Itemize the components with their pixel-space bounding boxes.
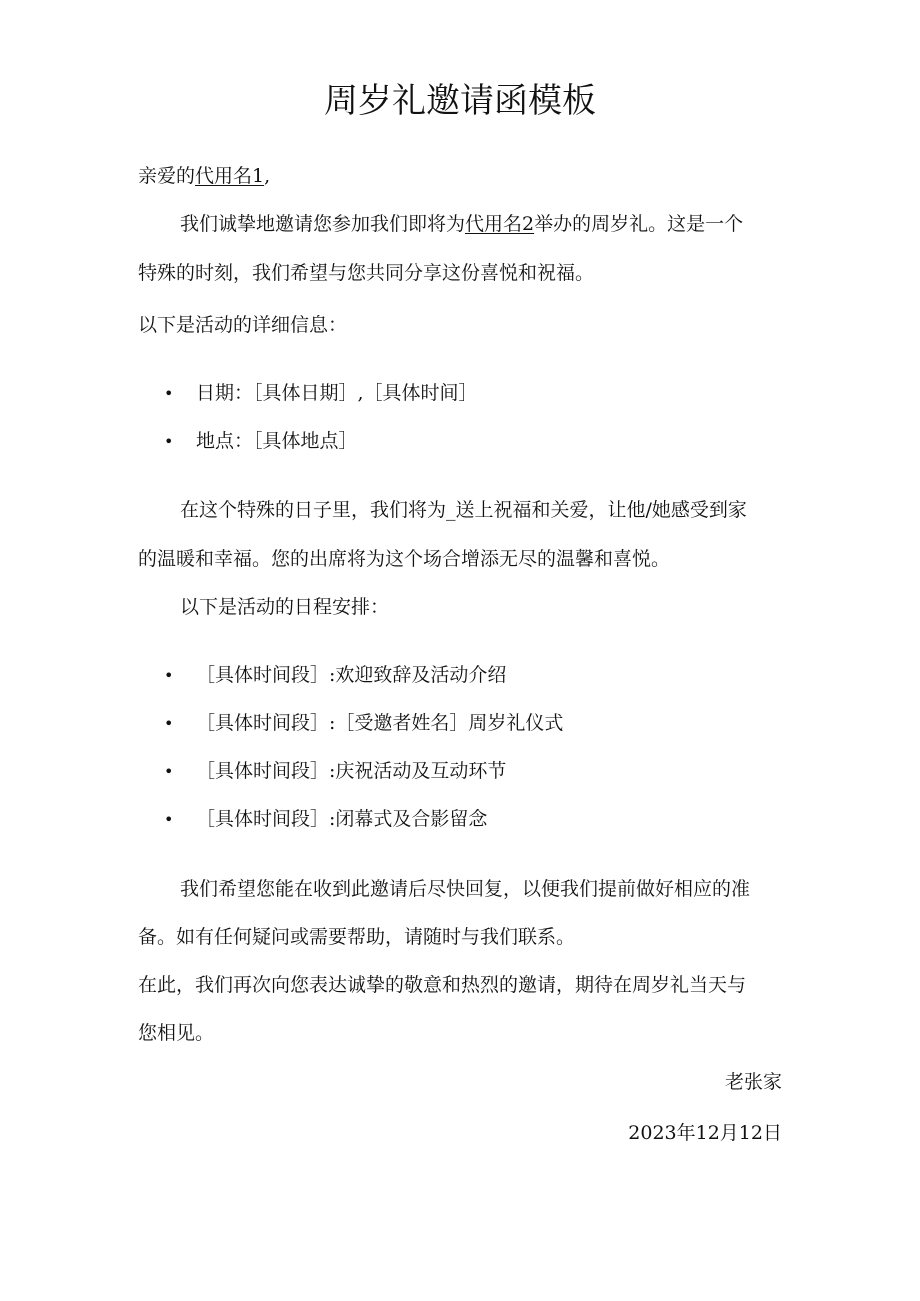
blessing-line-1: 在这个特殊的日子里，我们将为_送上祝福和关爱，让他/她感受到家 [180, 499, 747, 521]
closing-line-2: 您相见。 [138, 1022, 215, 1044]
detail-item-date: 日期：［具体日期］,［具体时间］ [196, 382, 478, 404]
bullet-icon: • [164, 810, 174, 829]
schedule-item: ［具体时间段］:欢迎致辞及活动介绍 [196, 664, 507, 686]
letter-date: 2023年12月12日 [628, 1122, 782, 1144]
greeting-suffix: , [264, 165, 271, 187]
greeting-prefix: 亲爱的 [138, 165, 196, 187]
bullet-icon: • [164, 666, 174, 685]
bullet-icon: • [164, 384, 174, 403]
schedule-item: ［具体时间段］:庆祝活动及互动环节 [196, 760, 507, 782]
intro-line-2: 特殊的时刻，我们希望与您共同分享这份喜悦和祝福。 [138, 262, 595, 284]
page-title: 周岁礼邀请函模板 [324, 81, 596, 121]
bullet-icon: • [164, 762, 174, 781]
details-heading: 以下是活动的详细信息： [138, 314, 348, 336]
intro-text-after: 举办的周岁礼。这是一个 [534, 213, 744, 235]
greeting-line [138, 162, 788, 190]
intro-line-1 [180, 210, 788, 238]
reply-line-1: 我们希望您能在收到此邀请后尽快回复，以便我们提前做好相应的准 [180, 878, 751, 900]
detail-item-location: 地点：［具体地点］ [196, 430, 358, 452]
signature: 老张家 [724, 1071, 782, 1093]
bullet-icon: • [164, 714, 174, 733]
schedule-item: ［具体时间段］:［受邀者姓名］周岁礼仪式 [196, 712, 564, 734]
bullet-icon: • [164, 432, 174, 451]
schedule-heading: 以下是活动的日程安排： [180, 596, 390, 618]
greeting-name-placeholder: 代用名1 [195, 165, 265, 187]
blessing-line-2: 的温暖和幸福。您的出席将为这个场合增添无尽的温馨和喜悦。 [138, 548, 671, 570]
schedule-item: ［具体时间段］:闭幕式及合影留念 [196, 808, 488, 830]
closing-line-1: 在此，我们再次向您表达诚挚的敬意和热烈的邀请，期待在周岁礼当天与 [138, 974, 747, 996]
intro-text-before: 我们诚挚地邀请您参加我们即将为 [180, 213, 466, 235]
intro-name-placeholder: 代用名2 [465, 213, 535, 235]
reply-line-2: 备。如有任何疑问或需要帮助，请随时与我们联系。 [138, 926, 576, 948]
